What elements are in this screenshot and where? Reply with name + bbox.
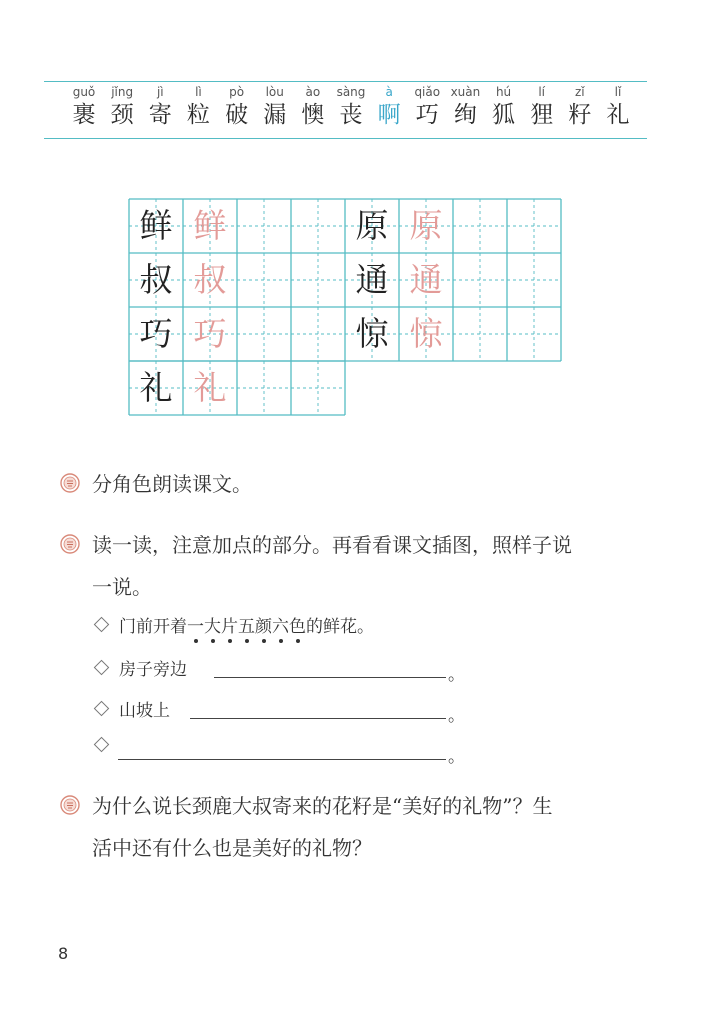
trace-character: 惊	[409, 314, 443, 353]
vocab-pinyin: lí	[538, 85, 546, 99]
vocab-hanzi: 丧	[339, 102, 363, 128]
emphasis-dot	[296, 639, 300, 643]
vocab-hanzi: 啊	[377, 102, 401, 128]
fill-item-hillside-label: 山坡上	[119, 701, 170, 721]
blank-line	[190, 718, 446, 719]
emphasis-dot	[279, 639, 283, 643]
vocab-hanzi: 破	[225, 102, 249, 128]
seal-badge-icon	[60, 795, 80, 815]
vocab-word	[180, 84, 216, 130]
vocab-hanzi: 懊	[301, 102, 325, 128]
vocab-word	[66, 84, 102, 130]
vocab-word	[447, 84, 483, 130]
vocab-pinyin: pò	[229, 85, 245, 99]
trace-character: 巧	[193, 314, 227, 353]
page-number: 8	[58, 944, 69, 963]
fill-item-blank	[96, 737, 119, 757]
example-suffix: 的鲜花。	[306, 617, 374, 637]
model-character-cell	[345, 199, 399, 253]
vocab-hanzi: 狐	[492, 102, 516, 128]
diamond-bullet-icon	[94, 737, 110, 753]
vocab-hanzi: 颈	[110, 102, 134, 128]
emphasis-dot	[194, 639, 198, 643]
vocab-word	[219, 84, 255, 130]
diamond-bullet-icon	[94, 617, 110, 633]
trace-character: 鲜	[193, 206, 227, 245]
exercise-1-text: 分角色朗读课文。	[92, 472, 252, 496]
trace-character-cell	[399, 199, 453, 253]
vocab-word	[486, 84, 522, 130]
example-prefix: 门前开着	[119, 617, 187, 637]
vocab-pinyin: sàng	[336, 85, 366, 99]
trace-character-cell	[399, 307, 453, 361]
trace-character-cell	[183, 253, 237, 307]
vocab-hanzi: 漏	[263, 102, 287, 128]
exercise-3-text-line1: 为什么说长颈鹿大叔寄来的花籽是“美好的礼物”？生	[92, 794, 553, 818]
seal-badge-icon	[60, 534, 80, 554]
seal-badge-icon	[60, 473, 80, 493]
trace-character: 叔	[193, 260, 227, 299]
top-rule	[44, 81, 647, 82]
vocab-word	[562, 84, 598, 130]
vocabulary-list	[66, 84, 636, 130]
vocab-hanzi: 巧	[415, 102, 439, 128]
vocab-pinyin: lòu	[265, 85, 284, 99]
emphasis-dot	[262, 639, 266, 643]
vocab-word	[409, 84, 445, 130]
fill-item-house	[96, 655, 187, 680]
bottom-rule	[44, 138, 647, 139]
trace-character-cell	[399, 253, 453, 307]
vocab-word	[524, 84, 560, 130]
emphasis-dot	[228, 639, 232, 643]
vocab-hanzi: 礼	[606, 102, 630, 128]
blank-line	[214, 677, 446, 678]
model-character-cell	[345, 307, 399, 361]
blank-line	[118, 759, 446, 760]
vocab-pinyin: jì	[156, 85, 164, 99]
model-character: 巧	[139, 314, 173, 353]
diamond-bullet-icon	[94, 660, 110, 676]
diamond-bullet-icon	[94, 701, 110, 717]
exercise-2-text-line1: 读一读，注意加点的部分。再看看课文插图，照样子说	[92, 533, 572, 557]
vocab-pinyin: lǐ	[614, 85, 622, 99]
vocab-word	[371, 84, 407, 130]
vocab-hanzi: 籽	[568, 102, 592, 128]
model-character-cell	[345, 253, 399, 307]
example-emphasis: 一大片五颜六色	[187, 617, 306, 637]
model-character: 叔	[139, 260, 173, 299]
period: 。	[448, 706, 465, 726]
trace-character-cell	[183, 307, 237, 361]
model-character-cell	[129, 307, 183, 361]
trace-character: 原	[409, 206, 443, 245]
trace-character: 通	[409, 260, 443, 299]
vocab-hanzi: 狸	[530, 102, 554, 128]
vocab-pinyin: jǐng	[111, 85, 134, 99]
vocab-pinyin: qiǎo	[414, 85, 441, 99]
exercise-3-text-line2: 活中还有什么也是美好的礼物？	[92, 836, 372, 860]
vocab-word	[104, 84, 140, 130]
vocab-hanzi: 绚	[453, 102, 477, 128]
model-character-cell	[129, 253, 183, 307]
vocab-word	[600, 84, 636, 130]
vocab-word	[295, 84, 331, 130]
vocab-word	[257, 84, 293, 130]
model-character-cell	[129, 199, 183, 253]
vocab-word	[142, 84, 178, 130]
example-sentence	[96, 612, 374, 637]
period: 。	[448, 747, 465, 767]
vocab-hanzi: 粒	[186, 102, 210, 128]
model-character-cell	[129, 361, 183, 415]
vocab-pinyin: lì	[195, 85, 202, 99]
model-character: 礼	[139, 368, 173, 407]
vocab-pinyin: ào	[305, 85, 321, 99]
fill-item-hillside	[96, 696, 170, 721]
trace-character: 礼	[193, 368, 227, 407]
emphasis-dot	[211, 639, 215, 643]
vocab-pinyin: hú	[495, 85, 512, 99]
model-character: 通	[355, 260, 389, 299]
model-character: 鲜	[139, 206, 173, 245]
vocab-hanzi: 寄	[148, 102, 172, 128]
vocab-pinyin: zǐ	[575, 85, 585, 99]
model-character: 原	[355, 206, 389, 245]
vocab-pinyin: xuàn	[450, 85, 481, 99]
model-character: 惊	[355, 314, 389, 353]
period: 。	[448, 665, 465, 685]
exercise-2-text-line2: 一说。	[92, 575, 152, 599]
vocab-pinyin: à	[385, 85, 393, 99]
vocab-pinyin: guǒ	[72, 85, 96, 99]
vocab-word	[333, 84, 369, 130]
trace-character-cell	[183, 199, 237, 253]
fill-item-house-label: 房子旁边	[119, 660, 187, 680]
emphasis-dot	[245, 639, 249, 643]
trace-character-cell	[183, 361, 237, 415]
vocab-hanzi: 裹	[72, 102, 96, 128]
